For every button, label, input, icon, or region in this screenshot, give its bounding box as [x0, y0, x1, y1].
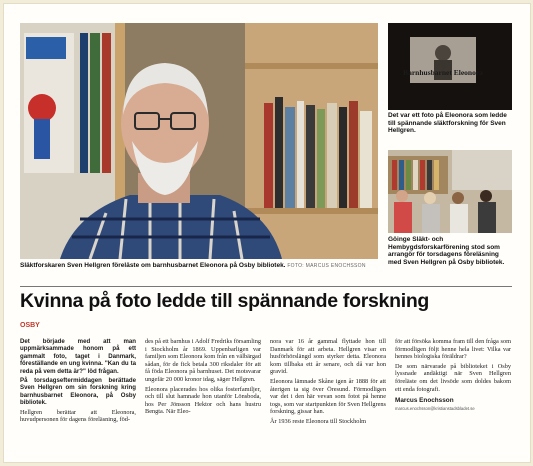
article-column-2 [145, 338, 261, 418]
audience-illustration [388, 150, 512, 233]
main-photo [20, 23, 378, 259]
body-paragraph: för att försöka komma fram till den fråga som förmodligen följt henne hela livet: Vilka var hennes biologiska föräldrar? [395, 338, 511, 361]
article-column-1 [20, 338, 136, 426]
audience-photo [388, 150, 512, 233]
article-column-4 [395, 338, 511, 412]
top-rule [20, 286, 512, 287]
body-paragraph: des på ett barnhus i Adolf Fredriks församling i Stockholm år 1869. Uppenbarligen var familjen som Eleonora kom från en välbärgad sådan, för de fick betala 300 riksdaler för att få föda Eleonora på barnhuset. Det motsvarar ungefär 20 000 kronor idag, säger Hellgren. [145, 338, 261, 383]
projection-illustration [388, 23, 512, 110]
projection-photo [388, 23, 512, 110]
body-paragraph: Hellgren berättar att Eleonora, huvudpersonen för dagens föreläsning, föd- [20, 408, 136, 424]
author-name: Marcus Enochsson [395, 397, 454, 405]
projection-caption: Det var ett foto på Eleonora som ledde till spännande släktforskning för Sven Hellgren. [388, 112, 507, 135]
caption-text: Släktforskaren Sven Hellgren föreläste om barnhusbarnet Eleonora på Osby bibliotek. [20, 262, 286, 269]
section-label: OSBY [20, 322, 40, 329]
body-paragraph: Eleonora placerades hos olika fosterfamiljer, och till slut hamnade hon utanför Lönsboda, hos Per Jönsson Hektor och hans hustru Bengta. När Eleo- [145, 385, 261, 416]
screen-title: Barnhusbarnet Eleonora [403, 68, 483, 77]
lead-paragraph-2: På torsdagseftermiddagen berättade Sven Hellgren om sin forskning kring barnhusbarnet Eleonora, på Osby bibliotek. [20, 377, 136, 407]
speaker-illustration [20, 23, 378, 259]
article-column-3 [270, 338, 386, 428]
lead-paragraph-1: Det började med att man uppmärksammade honom på ett gammalt foto, taget i Danmark, föreställande en ung kvinna. "Kan du ta reda på vem detta är?" löd frågan. [20, 338, 136, 375]
audience-caption: Göinge Släkt- och Hembygdsforskarförening stod som arrangör för torsdagens föreläsning med Sven Hellgren på Osby bibliotek. [388, 236, 505, 266]
body-paragraph: nora var 16 år gammal flyttade hon till Danmark för att arbeta. Hellgren visar en husförhörslängd som styrker detta. Eleonora kom tillbaka ett år senare, och då var hon gravid. [270, 338, 386, 376]
photo-credit: FOTO: MARCUS ENOCHSSON [287, 263, 366, 269]
article-headline: Kvinna på foto ledde till spännande forskning [20, 290, 430, 312]
body-paragraph: Eleonora lämnade Skåne igen år 1888 för att återigen ta sig över Öresund. Förmodligen var det i den här vevan som fotot på henne togs, som var startpunkten för Sven Hellgrens forskning, gissar han. [270, 377, 386, 416]
author-email[interactable]: marcus.enochsson@kristianstadsbladet.se [395, 405, 475, 411]
body-paragraph: De som närvarade på biblioteket i Osby lyssnade andäktigt när Sven Hellgren föreläste om det livsöde som doldes bakom ett enda fotografi. [395, 362, 511, 393]
body-paragraph: År 1936 reste Eleonora till Stockholm [270, 417, 367, 425]
main-photo-caption [20, 262, 380, 271]
